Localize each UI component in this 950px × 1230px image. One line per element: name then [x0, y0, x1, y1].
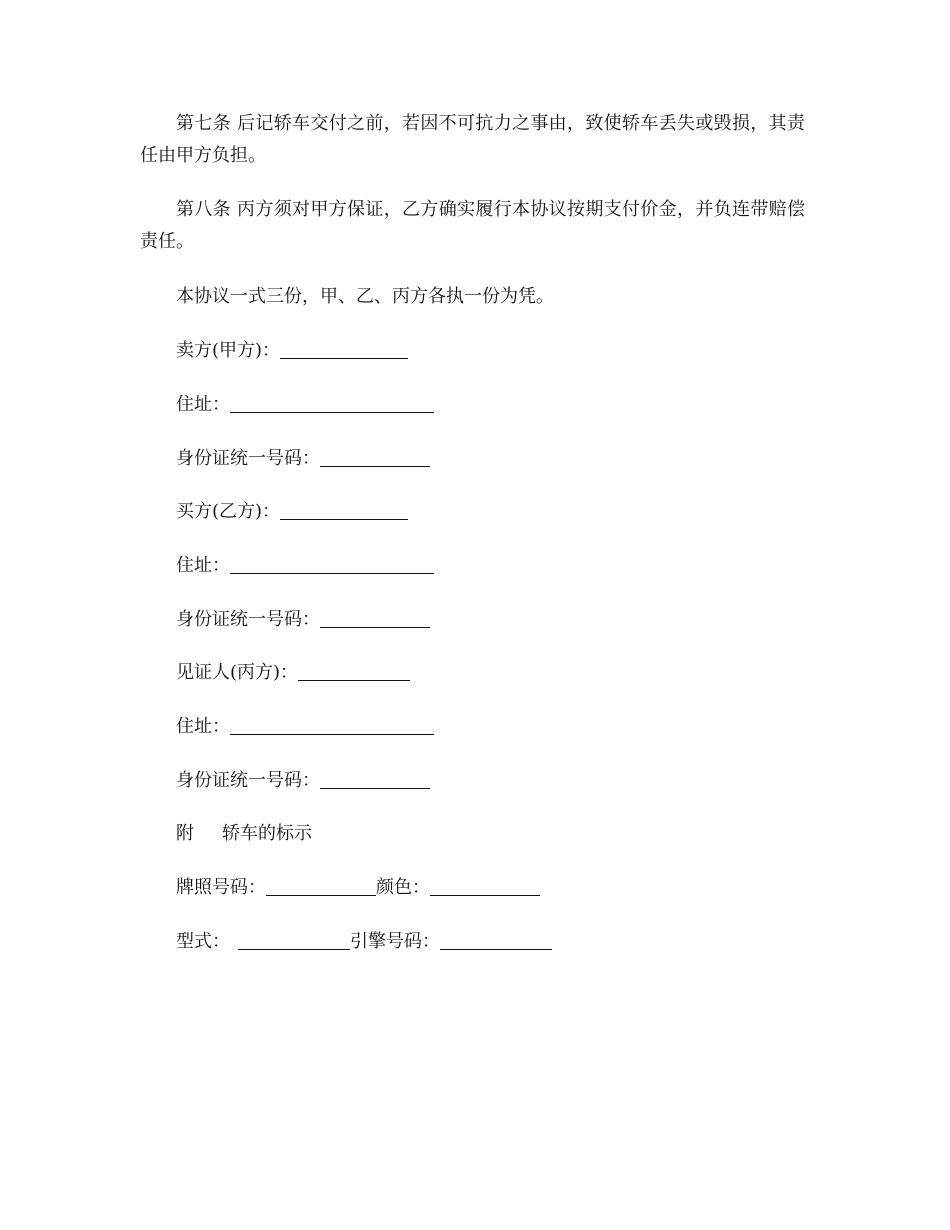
witness-id-blank[interactable]: [320, 770, 430, 789]
seller-address-label: 住址：: [176, 394, 230, 415]
seller-address-blank[interactable]: [230, 394, 434, 413]
seller-label: 卖方(甲方)：: [176, 340, 281, 361]
article-7-paragraph: 第七条 后记轿车交付之前，若因不可抗力之事由，致使轿车丢失或毁损，其责任由甲方负担。: [140, 113, 805, 166]
witness-address-row: [176, 715, 434, 739]
witness-address-blank[interactable]: [230, 716, 434, 735]
copies-clause: 本协议一式三份，甲、乙、丙方各执一份为凭。: [176, 286, 554, 307]
witness-name-blank[interactable]: [298, 662, 410, 681]
buyer-address-row: [176, 554, 434, 578]
buyer-id-blank[interactable]: [320, 609, 430, 628]
plate-label: 牌照号码：: [176, 877, 266, 898]
witness-id-row: [176, 769, 430, 793]
article-8-paragraph: 第八条 丙方须对甲方保证，乙方确实履行本协议按期支付价金，并负连带赔偿责任。: [140, 199, 805, 252]
model-engine-row: [176, 930, 552, 954]
color-label: 颜色：: [376, 877, 430, 898]
buyer-address-label: 住址：: [176, 555, 230, 576]
model-blank[interactable]: [238, 931, 350, 950]
appendix-prefix: 附: [176, 823, 194, 844]
seller-row: [176, 339, 408, 363]
color-blank[interactable]: [430, 877, 540, 896]
plate-color-row: [176, 876, 540, 900]
witness-row: [176, 661, 410, 685]
seller-id-row: [176, 447, 430, 471]
witness-label: 见证人(丙方)：: [176, 662, 299, 683]
plate-number-blank[interactable]: [266, 877, 376, 896]
buyer-label: 买方(乙方)：: [176, 501, 281, 522]
engine-label: 引擎号码：: [350, 931, 440, 952]
seller-id-label: 身份证统一号码：: [176, 448, 320, 469]
buyer-id-label: 身份证统一号码：: [176, 609, 320, 630]
appendix-heading: [176, 822, 312, 846]
model-label: 型式：: [176, 931, 230, 952]
buyer-row: [176, 500, 408, 524]
seller-address-row: [176, 393, 434, 417]
appendix-title: 轿车的标示: [222, 823, 312, 844]
witness-id-label: 身份证统一号码：: [176, 770, 320, 791]
engine-number-blank[interactable]: [440, 931, 552, 950]
buyer-name-blank[interactable]: [280, 501, 408, 520]
buyer-address-blank[interactable]: [230, 555, 434, 574]
seller-name-blank[interactable]: [280, 340, 408, 359]
buyer-id-row: [176, 608, 430, 632]
witness-address-label: 住址：: [176, 716, 230, 737]
seller-id-blank[interactable]: [320, 448, 430, 467]
